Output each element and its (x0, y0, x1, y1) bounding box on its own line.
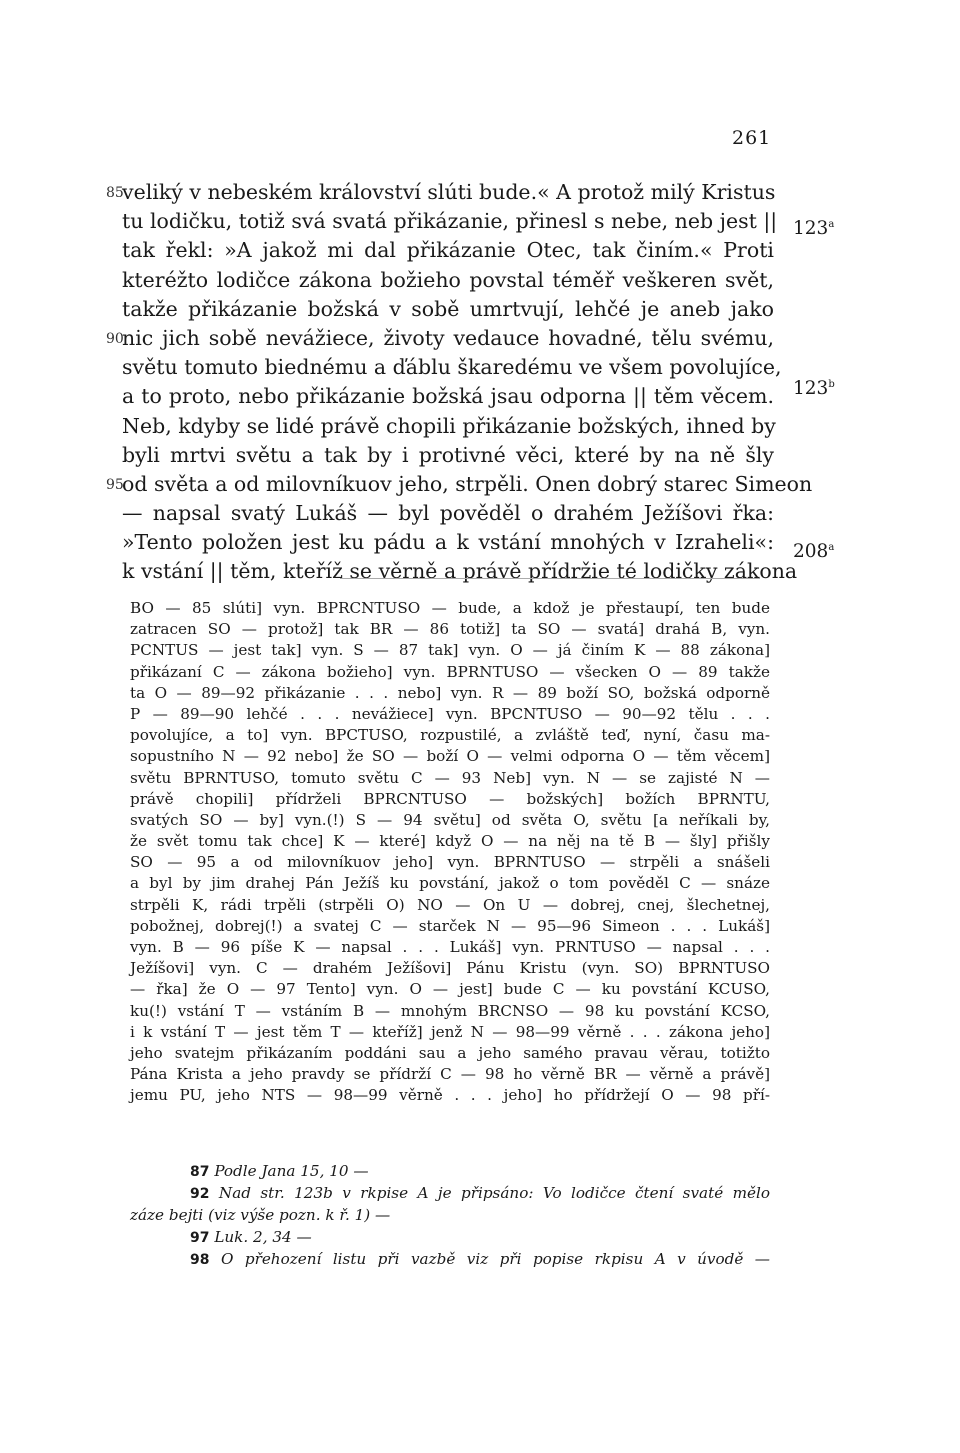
apparatus-line: — řka] že O — 97 Tento] vyn. O — jest] bude C — ku povstání KCUSO, (130, 980, 770, 999)
apparatus-line: svatých SO — by] vyn.(!) S — 94 světu] od světa O, světu [a neříkali by, (130, 810, 770, 829)
footnote-text: Podle Jana 15, 10 — (214, 1162, 369, 1180)
margin-folio-label: 208 (793, 541, 829, 562)
apparatus-line: právě chopili] přídrželi BPRCNTUSO — božských] božích BPRNTU, (130, 789, 770, 808)
main-text-line: veliký v nebeském království slúti bude.« A protož milý Kristus (122, 180, 776, 204)
apparatus-line: P — 89—90 lehčé . . . nevážiece] vyn. BPCNTUSO — 90—92 tělu . . . (130, 704, 770, 723)
main-text-line: takže přikázanie božská v sobě umrtvují, lehčé je aneb jako (122, 296, 774, 321)
footnotes (130, 1160, 770, 1270)
footnote-text: Luk. 2, 34 — (214, 1228, 312, 1246)
main-text-line: nic jich sobě nevážiece, životy vedauce hovadné, tělu svému, (122, 325, 774, 350)
main-text-line: tak řekl: »A jakož mi dal přikázanie Otec, tak činím.« Proti (122, 238, 774, 263)
footnote-continuation (130, 1204, 770, 1226)
apparatus-line: PCNTUS — jest tak] vyn. S — 87 tak] vyn. O — já činím K — 88 zákona] (130, 641, 770, 660)
footnote-number: 87 (190, 1164, 210, 1180)
critical-apparatus (130, 598, 770, 1107)
line-number-85: 85 (106, 185, 124, 201)
apparatus-line: a byl by jim drahej Pán Ježíš ku povstání, jakož o tom pověděl C — snáze (130, 874, 770, 893)
apparatus-line: že svět tomu tak chce] K — které] když O — na něj na tě B — šly] přišly (130, 832, 770, 851)
margin-folio-note (793, 218, 834, 239)
margin-folio-note (793, 378, 835, 399)
main-text-line: tu lodičku, totiž svá svatá přikázanie, přinesl s nebe, neb jest || (122, 209, 778, 234)
line-number-90: 90 (106, 331, 124, 347)
margin-folio-note (793, 541, 834, 562)
apparatus-line: jeho svatejm přikázaním poddáni sau a jeho samého pravau věrau, totižto (130, 1043, 770, 1062)
apparatus-line: sopustního N — 92 nebo] že SO — boží O — velmi odporna O — těm věcem] (130, 747, 770, 766)
main-text-line: k vstání || těm, kteříž se věrně a právě přídržie té lodičky zákona (122, 559, 798, 584)
footnote-number: 98 (190, 1252, 210, 1268)
margin-folio-label: 123 (793, 218, 829, 239)
apparatus-line: vyn. B — 96 píše K — napsal . . . Lukáš] vyn. PRNTUSO — napsal . . . (130, 938, 770, 956)
apparatus-line: SO — 95 a od milovníkuov jeho] vyn. BPRNTUSO — strpěli a snášeli (130, 853, 770, 872)
main-text-line: světu tomuto biednému a ďáblu škaredému ve všem povolujíce, (122, 355, 782, 380)
main-text-line: od světa a od milovníkuov jeho, strpěli. Onen dobrý starec Simeon (122, 471, 813, 496)
apparatus-line: Pána Krista a jeho pravdy se přídrží C — 98 ho věrně BR — věrně a právě] (130, 1065, 770, 1084)
margin-folio-label: 123 (793, 378, 829, 399)
apparatus-line: Ježíšovi] vyn. C — drahém Ježíšovi] Pánu Kristu (vyn. SO) BPRNTUSO (130, 959, 770, 978)
footnote-text: záze bejti (viz výše pozn. k ř. 1) — (130, 1206, 391, 1224)
main-text-line: »Tento položen jest ku pádu a k vstání mnohých v Izraheli«: (122, 530, 774, 555)
page-number: 261 (732, 127, 772, 149)
footnote-number: 92 (190, 1186, 210, 1202)
footnote-text: O přehození listu při vazbě viz při popise rkpisu A v úvodě — (220, 1250, 770, 1268)
footnote (130, 1160, 770, 1182)
apparatus-line: i k vstání T — jest těm T — kteříž] jenž N — 98—99 věrně . . . zákona jeho] (130, 1022, 770, 1041)
line-number-95: 95 (106, 477, 124, 493)
apparatus-separator (340, 578, 760, 579)
main-text-line: byli mrtvi světu a tak by i protivné věci, které by na ně šly (122, 442, 774, 467)
footnote-number: 97 (190, 1230, 210, 1246)
apparatus-line: strpěli K, rádi trpěli (strpěli O) NO — On U — dobrej, cnej, šlechetnej, (130, 895, 770, 914)
footnote-text: Nad str. 123b v rkpise A je připsáno: Vo lodičce čtení svaté mělo (218, 1184, 770, 1202)
margin-folio-sup: b (828, 378, 835, 390)
apparatus-line: povolujíce, a to] vyn. BPCTUSO, rozpustilé, a zvláště teď, nyní, času ma- (130, 726, 770, 745)
apparatus-line: ta O — 89—92 přikázanie . . . nebo] vyn. R — 89 boží SO, božská odporně (130, 683, 770, 702)
margin-folio-sup: a (828, 541, 835, 553)
footnote (130, 1248, 770, 1270)
main-text-line: a to proto, nebo přikázanie božská jsau odporna || těm věcem. (122, 384, 774, 409)
apparatus-line: ku(!) vstání T — vstáním B — mnohým BRCNSO — 98 ku povstání KCSO, (130, 1001, 770, 1020)
margin-folio-sup: a (828, 218, 835, 230)
apparatus-line: přikázaní C — zákona božieho] vyn. BPRNTUSO — všecken O — 89 takže (130, 662, 770, 681)
main-text-line: Neb, kdyby se lidé právě chopili přikázanie božských, ihned by (122, 413, 776, 438)
footnote (130, 1182, 770, 1204)
main-text-line: — napsal svatý Lukáš — byl pověděl o drahém Ježíšovi řka: (122, 501, 774, 526)
footnote (130, 1226, 770, 1248)
apparatus-line: zatracen SO — protož] tak BR — 86 totiž] ta SO — svatá] drahá B, vyn. (130, 620, 770, 639)
apparatus-line: pobožnej, dobrej(!) a svatej C — starček N — 95—96 Simeon . . . Lukáš] (130, 916, 770, 935)
main-text-line: kteréžto lodičce zákona božieho povstal téměř veškeren svět, (122, 267, 774, 292)
apparatus-line: světu BPRNTUSO, tomuto světu C — 93 Neb] vyn. N — se zajisté N — (130, 768, 770, 787)
apparatus-line: jemu PU, jeho NTS — 98—99 věrně . . . jeho] ho přídržejí O — 98 pří- (130, 1086, 770, 1105)
apparatus-line: BO — 85 slúti] vyn. BPRCNTUSO — bude, a kdož je přestaupí, ten bude (130, 599, 770, 617)
